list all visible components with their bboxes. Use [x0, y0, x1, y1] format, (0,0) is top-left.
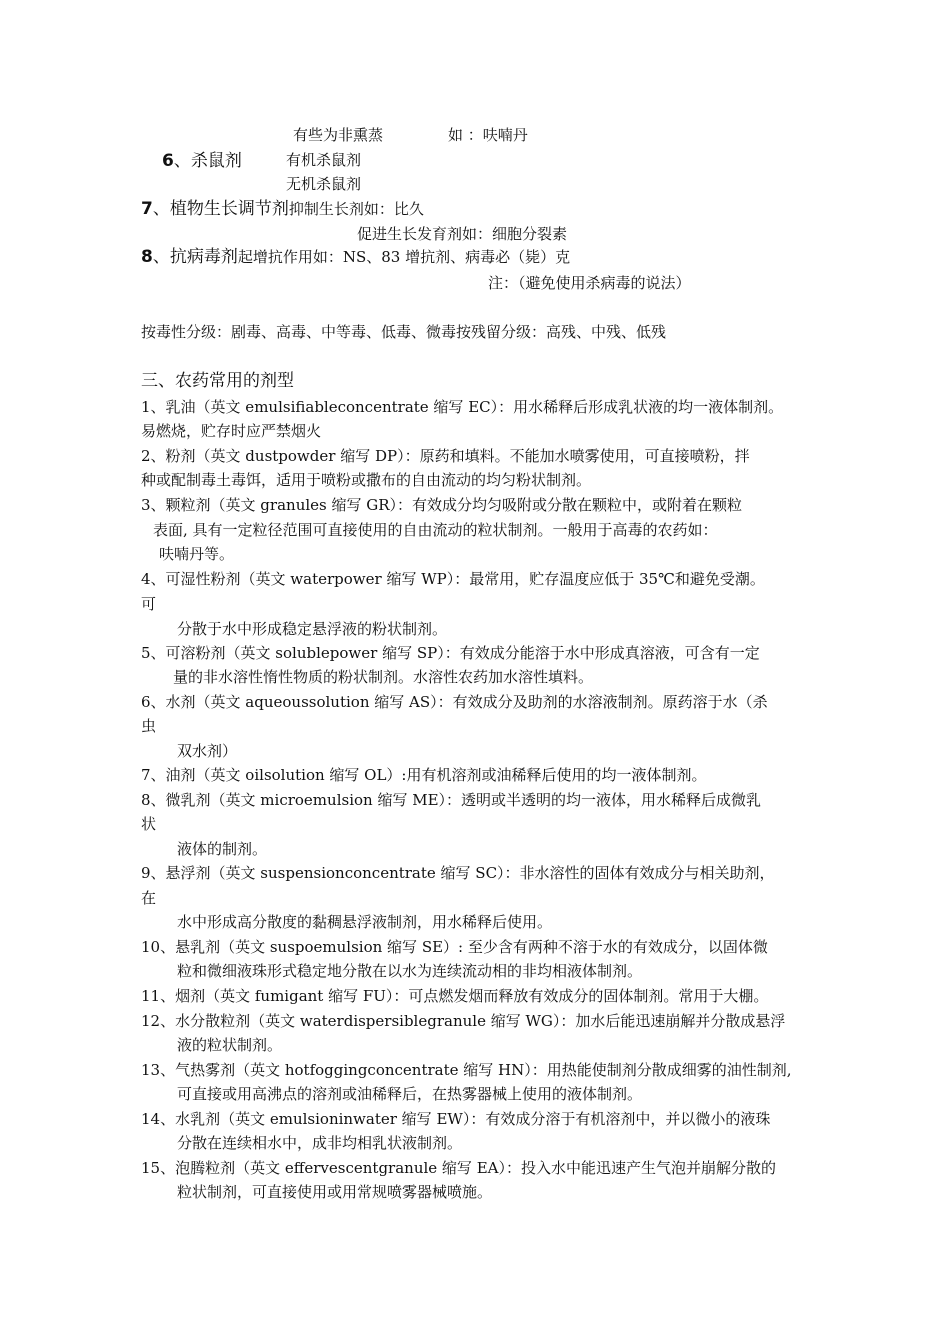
- list-item-line: 13、气热雾剂（英文 hotfoggingconcentrate 缩写 HN）：用热能使制剂分散成细雾的油性制剂,: [141, 1061, 792, 1079]
- list-item-line: 呋喃丹等。: [159, 545, 235, 563]
- growth-promoter: 促进生长发育剂如：细胞分裂素: [357, 225, 568, 243]
- list-item-line: 分散于水中形成稳定悬浮液的粉状制剂。: [177, 620, 448, 638]
- list-item-line: 水中形成高分散度的黏稠悬浮液制剂，用水稀释后使用。: [177, 913, 553, 931]
- list-item-line: 3、颗粒剂（英文 granules 缩写 GR）：有效成分均匀吸附或分散在颗粒中，或附着在颗粒: [141, 496, 743, 514]
- list-item-line: 分散在连续相水中，成非均相乳状液制剂。: [177, 1134, 463, 1152]
- inorganic-rodenticide: 无机杀鼠剂: [286, 175, 362, 193]
- list-item-line: 粒和微细液珠形式稳定地分散在以水为连续流动相的非均相液体制剂。: [177, 962, 643, 980]
- list-item-line: 6、水剂（英文 aqueoussolution 缩写 AS）：有效成分及助剂的水溶液制剂。原药溶于水（杀: [141, 693, 768, 711]
- list-item-line: 8、微乳剂（英文 microemulsion 缩写 ME）：透明或半透明的均一液体，用水稀释后成微乳: [141, 791, 762, 809]
- list-item-line: 9、悬浮剂（英文 suspensionconcentrate 缩写 SC）：非水溶性的固体有效成分与相关助剂，: [141, 864, 775, 882]
- list-item-line: 虫: [141, 717, 157, 735]
- section-title: 三、农药常用的剂型: [141, 371, 294, 391]
- heading-rodenticide: 6、杀鼠剂: [162, 151, 242, 171]
- list-item-line: 量的非水溶性惰性物质的粉状制剂。水溶性农药加水溶性填料。: [173, 668, 594, 686]
- list-item-line: 15、泡腾粒剂（英文 effervescentgranule 缩写 EA）：投入水中能迅速产生气泡并崩解分散的: [141, 1159, 776, 1177]
- heading-antiviral: 8、抗病毒剂起增抗作用如：NS、83 增抗剂、病毒必（毙）克: [141, 247, 571, 267]
- organic-rodenticide: 有机杀鼠剂: [286, 151, 362, 169]
- list-item-line: 7、油剂（英文 oilsolution 缩写 OL）:用有机溶剂或油稀释后使用的均一液体制剂。: [141, 766, 707, 784]
- list-item-line: 可: [141, 595, 157, 613]
- list-item-line: 4、可湿性粉剂（英文 waterpower 缩写 WP）：最常用，贮存温度应低于 35℃和避免受潮。: [141, 570, 765, 588]
- list-item-line: 1、乳油（英文 emulsifiableconcentrate 缩写 EC）：用水稀释后形成乳状液的均一液体制剂。: [141, 398, 784, 416]
- toxicity-grading: 按毒性分级：剧毒、高毒、中等毒、低毒、微毒按残留分级：高残、中残、低残: [141, 323, 667, 341]
- antiviral-note: 注：（避免使用杀病毒的说法）: [488, 274, 691, 292]
- list-item-line: 表面, 具有一定粒径范围可直接使用的自由流动的粒状制剂。一般用于高毒的农药如：: [153, 521, 718, 539]
- list-item-line: 2、粉剂（英文 dustpowder 缩写 DP）：原药和填料。不能加水喷雾使用，可直接喷粉，拌: [141, 447, 750, 465]
- heading-plant-growth-regulator: 7、植物生长调节剂抑制生长剂如：比久: [141, 199, 424, 219]
- list-item-line: 14、水乳剂（英文 emulsioninwater 缩写 EW）：有效成分溶于有机溶剂中，并以微小的液珠: [141, 1110, 771, 1128]
- list-item-line: 种或配制毒土毒饵，适用于喷粉或撒布的自由流动的均匀粉状制剂。: [141, 471, 592, 489]
- list-item-line: 5、可溶粉剂（英文 solublepower 缩写 SP）：有效成分能溶于水中形成真溶液，可含有一定: [141, 644, 760, 662]
- list-item-line: 易燃烧，贮存时应严禁烟火: [141, 422, 322, 440]
- list-item-line: 11、烟剂（英文 fumigant 缩写 FU）：可点燃发烟而释放有效成分的固体制剂。常用于大棚。: [141, 987, 769, 1005]
- list-item-line: 10、悬乳剂（英文 suspoemulsion 缩写 SE）: 至少含有两种不溶于水的有效成分，以固体微: [141, 938, 768, 956]
- fumigant-note: 有些为非熏蒸: [293, 126, 384, 144]
- list-item-line: 液体的制剂。: [177, 840, 268, 858]
- list-item-line: 粒状制剂，可直接使用或用常规喷雾器械喷施。: [177, 1183, 493, 1201]
- list-item-line: 液的粒状制剂。: [177, 1036, 283, 1054]
- list-item-line: 双水剂）: [177, 742, 238, 760]
- list-item-line: 状: [141, 815, 157, 833]
- list-item-line: 12、水分散粒剂（英文 waterdispersiblegranule 缩写 WG）：加水后能迅速崩解并分散成悬浮: [141, 1012, 786, 1030]
- list-item-line: 可直接或用高沸点的溶剂或油稀释后，在热雾器械上使用的液体制剂。: [177, 1085, 643, 1103]
- fumigant-example: 如 ：呋喃丹: [448, 126, 528, 144]
- list-item-line: 在: [141, 889, 157, 907]
